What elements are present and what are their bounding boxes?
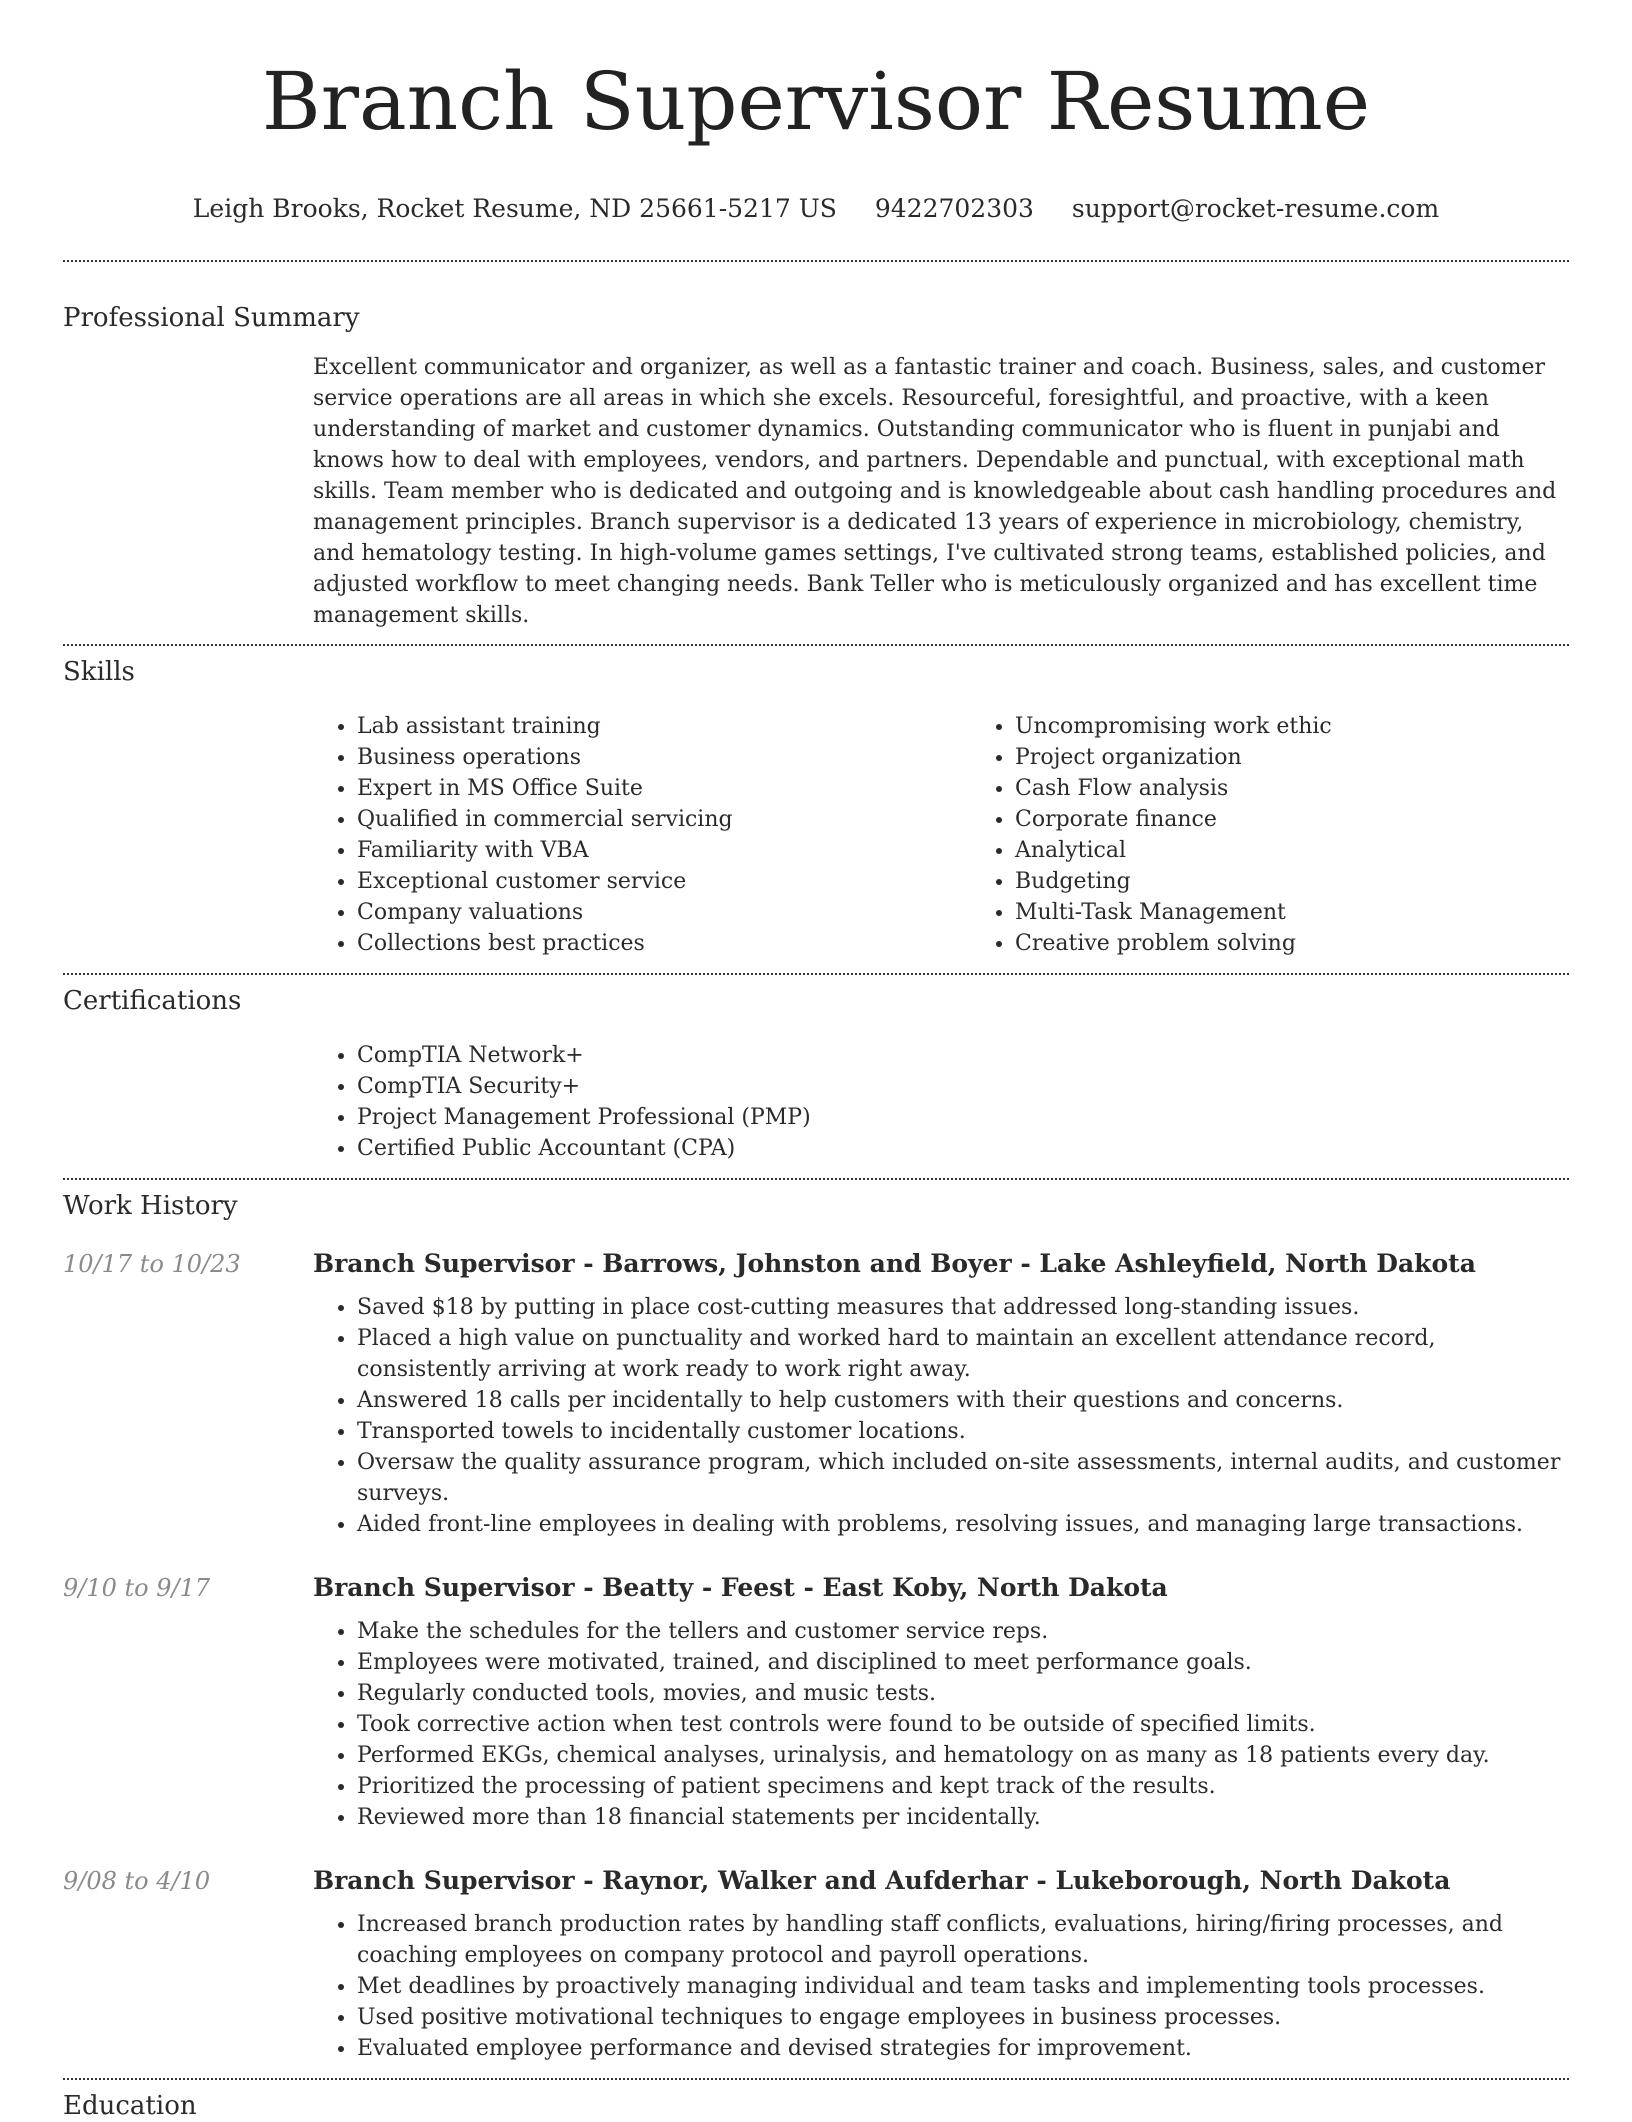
skills-grid bbox=[313, 711, 1569, 959]
job-title: Branch Supervisor - Barrows, Johnston and Boyer - Lake Ashleyfield, North Dakota bbox=[313, 1249, 1476, 1278]
list-item: • Company valuations bbox=[357, 897, 971, 928]
contact-line bbox=[0, 194, 1632, 224]
skills-list-left bbox=[313, 711, 971, 959]
list-item: • Cash Flow analysis bbox=[1015, 773, 1629, 804]
section-divider bbox=[63, 1178, 1569, 1180]
list-item: • Aided front-line employees in dealing with problems, resolving issues, and managing large transactions. bbox=[357, 1509, 1569, 1540]
list-item: • Qualified in commercial servicing bbox=[357, 804, 971, 835]
education-heading: Education bbox=[63, 2091, 197, 2121]
page-title: Branch Supervisor Resume bbox=[261, 55, 1371, 148]
list-item: • Familiarity with VBA bbox=[357, 835, 971, 866]
list-item: • Exceptional customer service bbox=[357, 866, 971, 897]
job-entry bbox=[63, 1248, 1569, 1540]
job-bullets bbox=[313, 1909, 1569, 2064]
list-item: • Project Management Professional (PMP) bbox=[357, 1102, 1569, 1133]
summary-text: Excellent communicator and organizer, as well as a fantastic trainer and coach. Business, sales, and customer service operations are all areas in which she excels. Resourceful, foresightful, and proactive, with a keen understanding of market and customer dynamics. Outstanding communicator who is fluent in punjabi and knows how to deal with employees, vendors, and partners. Dependable and punctual, with exceptional math skills. Team member who is dedicated and outgoing and is knowledgeable about cash handling procedures and management principles. Branch supervisor is a dedicated 13 years of experience in microbiology, chemistry, and hematology testing. In high-volume games settings, I've cultivated strong teams, established policies, and adjusted workflow to meet changing needs. Bank Teller who is meticulously organized and has excellent time management skills. bbox=[313, 355, 1557, 628]
contact-email: support@rocket-resume.com bbox=[1071, 194, 1440, 223]
list-item: • Used positive motivational techniques to engage employees in business processes. bbox=[357, 2002, 1569, 2033]
skills-heading: Skills bbox=[63, 657, 135, 687]
certifications-heading: Certifications bbox=[63, 986, 242, 1016]
job-entry bbox=[63, 1865, 1569, 2064]
list-item: • Regularly conducted tools, movies, and music tests. bbox=[357, 1678, 1569, 1709]
summary-section bbox=[63, 302, 1569, 631]
section-divider bbox=[63, 973, 1569, 975]
job-details bbox=[313, 1248, 1569, 1540]
summary-heading: Professional Summary bbox=[63, 303, 360, 333]
list-item: • Prioritized the processing of patient specimens and kept track of the results. bbox=[357, 1771, 1569, 1802]
summary-body bbox=[313, 352, 1569, 631]
certifications-list bbox=[313, 1040, 1569, 1164]
list-item: • Met deadlines by proactively managing individual and team tasks and implementing tools processes. bbox=[357, 1971, 1569, 2002]
list-item: • Oversaw the quality assurance program, which included on-site assessments, internal audits, and customer surveys. bbox=[357, 1447, 1569, 1509]
certifications-section bbox=[63, 985, 1569, 1164]
job-bullets bbox=[313, 1616, 1569, 1833]
list-item: • Placed a high value on punctuality and worked hard to maintain an excellent attendance record, consistently arriving at work ready to work right away. bbox=[357, 1323, 1569, 1385]
list-item: • Project organization bbox=[1015, 742, 1629, 773]
list-item: • Evaluated employee performance and devised strategies for improvement. bbox=[357, 2033, 1569, 2064]
job-title: Branch Supervisor - Beatty - Feest - East Koby, North Dakota bbox=[313, 1573, 1168, 1602]
work-history-section bbox=[63, 1190, 1569, 2064]
contact-address: Leigh Brooks, Rocket Resume, ND 25661-5217 US bbox=[192, 194, 837, 223]
list-item: • Reviewed more than 18 financial statements per incidentally. bbox=[357, 1802, 1569, 1833]
section-divider bbox=[63, 644, 1569, 646]
list-item: • Multi-Task Management bbox=[1015, 897, 1629, 928]
list-item: • Took corrective action when test controls were found to be outside of specified limits. bbox=[357, 1709, 1569, 1740]
resume-header bbox=[0, 0, 1632, 224]
list-item: • Certified Public Accountant (CPA) bbox=[357, 1133, 1569, 1164]
job-entry bbox=[63, 1572, 1569, 1833]
job-dates: 9/08 to 4/10 bbox=[63, 1867, 211, 1895]
list-item: • Creative problem solving bbox=[1015, 928, 1629, 959]
list-item: • Transported towels to incidentally customer locations. bbox=[357, 1416, 1569, 1447]
work-history-heading: Work History bbox=[63, 1191, 238, 1221]
list-item: • Saved $18 by putting in place cost-cutting measures that addressed long-standing issues. bbox=[357, 1292, 1569, 1323]
list-item: • Corporate finance bbox=[1015, 804, 1629, 835]
list-item: • Make the schedules for the tellers and customer service reps. bbox=[357, 1616, 1569, 1647]
list-item: • Lab assistant training bbox=[357, 711, 971, 742]
list-item: • CompTIA Network+ bbox=[357, 1040, 1569, 1071]
section-divider bbox=[63, 2078, 1569, 2080]
list-item: • Budgeting bbox=[1015, 866, 1629, 897]
list-item: • Employees were motivated, trained, and disciplined to meet performance goals. bbox=[357, 1647, 1569, 1678]
section-divider bbox=[63, 260, 1569, 262]
list-item: • Increased branch production rates by handling staff conflicts, evaluations, hiring/firing processes, and coaching employees on company protocol and payroll operations. bbox=[357, 1909, 1569, 1971]
list-item: • Collections best practices bbox=[357, 928, 971, 959]
skills-list-right bbox=[971, 711, 1629, 959]
job-bullets bbox=[313, 1292, 1569, 1540]
contact-phone: 9422702303 bbox=[874, 194, 1034, 223]
job-dates: 9/10 to 9/17 bbox=[63, 1574, 211, 1602]
job-details bbox=[313, 1865, 1569, 2064]
list-item: • Expert in MS Office Suite bbox=[357, 773, 971, 804]
job-title: Branch Supervisor - Raynor, Walker and Aufderhar - Lukeborough, North Dakota bbox=[313, 1866, 1451, 1895]
list-item: • Uncompromising work ethic bbox=[1015, 711, 1629, 742]
certifications-body bbox=[313, 1040, 1569, 1164]
education-section bbox=[63, 2090, 1569, 2122]
list-item: • CompTIA Security+ bbox=[357, 1071, 1569, 1102]
list-item: • Business operations bbox=[357, 742, 971, 773]
job-details bbox=[313, 1572, 1569, 1833]
skills-section bbox=[63, 656, 1569, 959]
list-item: • Performed EKGs, chemical analyses, urinalysis, and hematology on as many as 18 patients every day. bbox=[357, 1740, 1569, 1771]
list-item: • Analytical bbox=[1015, 835, 1629, 866]
job-dates: 10/17 to 10/23 bbox=[63, 1250, 241, 1278]
list-item: • Answered 18 calls per incidentally to help customers with their questions and concerns. bbox=[357, 1385, 1569, 1416]
